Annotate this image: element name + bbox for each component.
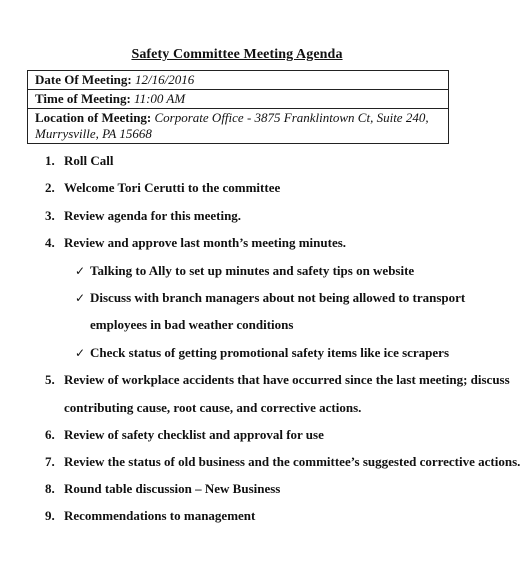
agenda-subitem-text: Check status of getting promotional safety items like ice scrapers bbox=[90, 345, 450, 360]
agenda-item-text: Review the status of old business and the committee’s suggested corrective actions. bbox=[64, 454, 520, 469]
agenda-item-text: Review and approve last month’s meeting minutes. bbox=[64, 235, 347, 250]
agenda-item-4 bbox=[0, 234, 474, 252]
agenda-item-text: Roll Call bbox=[64, 153, 114, 168]
agenda-item-number: 8. bbox=[45, 481, 55, 496]
agenda-item-7 bbox=[0, 453, 520, 471]
meeting-time-label: Time of Meeting: bbox=[35, 91, 131, 106]
document-title: Safety Committee Meeting Agenda bbox=[131, 47, 343, 62]
agenda-item-9 bbox=[0, 507, 474, 525]
agenda-item-text: Round table discussion – New Business bbox=[64, 481, 281, 496]
checkmark-icon: ✓ bbox=[75, 346, 86, 360]
meeting-time-row bbox=[28, 90, 448, 109]
agenda-item-text: Review of workplace accidents that have occurred since the last meeting; discuss bbox=[64, 372, 510, 387]
agenda-item-text-continued: contributing cause, root cause, and corrective actions. bbox=[64, 400, 362, 415]
meeting-time-value: 11:00 AM bbox=[134, 91, 186, 106]
agenda-subitem-text-continued: employees in bad weather conditions bbox=[90, 317, 294, 332]
meeting-date-row bbox=[28, 71, 448, 90]
agenda-item-number: 2. bbox=[45, 180, 55, 195]
checkmark-icon: ✓ bbox=[75, 264, 86, 278]
agenda-subitem-2 bbox=[0, 289, 474, 307]
meeting-location-value: Corporate Office - 3875 Franklintown Ct, Suite 240, Murrysville, PA 15668 bbox=[35, 110, 429, 141]
agenda-subitem-3 bbox=[0, 344, 474, 362]
agenda-item-number: 1. bbox=[45, 153, 55, 168]
agenda-item-8 bbox=[0, 480, 474, 498]
meeting-location-row bbox=[28, 109, 448, 143]
checkmark-icon: ✓ bbox=[75, 291, 86, 305]
agenda-item-text: Recommendations to management bbox=[64, 508, 256, 523]
agenda-item-number: 7. bbox=[45, 454, 55, 469]
agenda-item-6 bbox=[0, 426, 474, 444]
agenda-item-number: 5. bbox=[45, 372, 55, 387]
agenda-item-number: 6. bbox=[45, 427, 55, 442]
agenda-item-5 bbox=[0, 371, 510, 389]
agenda-item-1 bbox=[0, 152, 474, 170]
agenda-item-number: 9. bbox=[45, 508, 55, 523]
agenda-item-3 bbox=[0, 207, 474, 225]
agenda-item-number: 4. bbox=[45, 235, 55, 250]
meeting-date-label: Date Of Meeting: bbox=[35, 72, 132, 87]
agenda-subitem-2-continued bbox=[0, 316, 474, 334]
agenda-item-2 bbox=[0, 179, 474, 197]
agenda-subitem-text: Discuss with branch managers about not being allowed to transport bbox=[90, 290, 466, 305]
agenda-item-5-continued bbox=[0, 399, 474, 417]
agenda-subitem-1 bbox=[0, 262, 474, 280]
agenda-item-text: Welcome Tori Cerutti to the committee bbox=[64, 180, 281, 195]
agenda-subitem-text: Talking to Ally to set up minutes and safety tips on website bbox=[90, 263, 415, 278]
agenda-item-text: Review agenda for this meeting. bbox=[64, 208, 242, 223]
agenda-item-number: 3. bbox=[45, 208, 55, 223]
meeting-date-value: 12/16/2016 bbox=[135, 72, 195, 87]
agenda-item-text: Review of safety checklist and approval for use bbox=[64, 427, 324, 442]
meeting-location-label: Location of Meeting: bbox=[35, 110, 152, 125]
meeting-info-table bbox=[27, 70, 449, 144]
